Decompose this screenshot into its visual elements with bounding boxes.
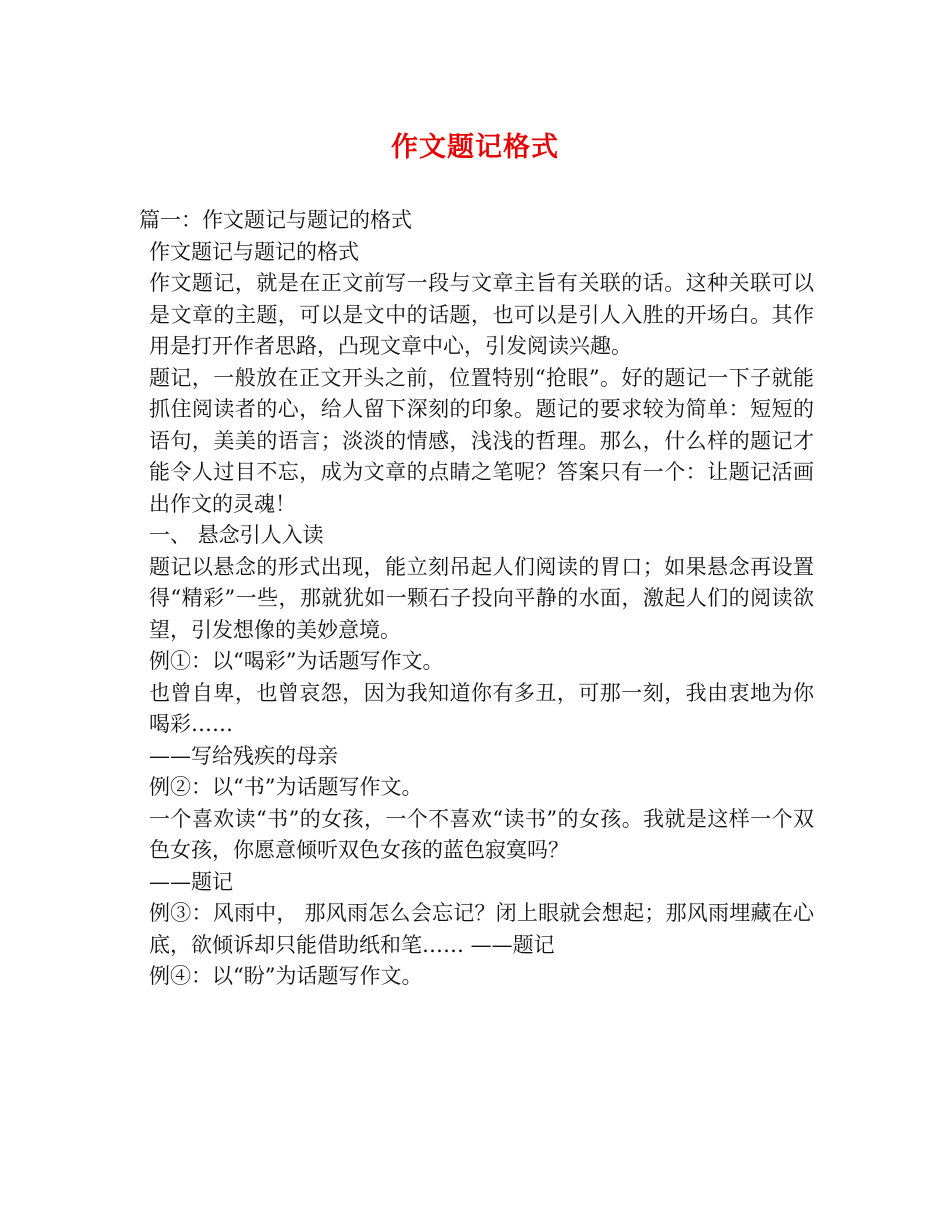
example-1-heading: 例①：以“喝彩”为话题写作文。 bbox=[149, 649, 444, 673]
document-body bbox=[139, 205, 814, 993]
example-4-heading: 例④：以“盼”为话题写作文。 bbox=[149, 964, 423, 988]
section-heading: 篇一：作文题记与题记的格式 bbox=[139, 208, 412, 232]
example-2-heading: 例②：以“书”为话题写作文。 bbox=[149, 775, 423, 799]
example-1-attribution: ——写给残疾的母亲 bbox=[149, 743, 338, 768]
example-2-text: 一个喜欢读“书”的女孩，一个不喜欢“读书”的女孩。我就是这样一个双色女孩，你愿意倾听双色女孩的蓝色寂寞吗？ bbox=[149, 806, 814, 862]
paragraph-suspense: 题记以悬念的形式出现，能立刻吊起人们阅读的胃口；如果悬念再设置得“精彩”一些，那就犹如一颗石子投向平静的水面，激起人们的阅读欲望，引发想像的美妙意境。 bbox=[149, 554, 814, 642]
example-1-text: 也曾自卑，也曾哀怨，因为我知道你有多丑，可那一刻，我由衷地为你喝彩…… bbox=[149, 680, 814, 736]
method-heading: 一、 悬念引人入读 bbox=[149, 523, 324, 547]
subheading: 作文题记与题记的格式 bbox=[149, 239, 359, 264]
document-title: 作文题记格式 bbox=[391, 132, 559, 163]
paragraph-definition: 作文题记，就是在正文前写一段与文章主旨有关联的话。这种关联可以是文章的主题，可以是文中的话题，也可以是引人入胜的开场白。其作用是打开作者思路，凸现文章中心，引发阅读兴趣。 bbox=[149, 271, 814, 358]
example-2-attribution: ——题记 bbox=[149, 869, 233, 894]
example-3-text: 例③：风雨中， 那风雨怎么会忘记？闭上眼就会想起；那风雨埋藏在心底，欲倾诉却只能借助纸和笔…… ——题记 bbox=[149, 901, 814, 957]
paragraph-position: 题记，一般放在正文开头之前，位置特别“抢眼”。好的题记一下子就能抓住阅读者的心，给人留下深刻的印象。题记的要求较为简单：短短的语句，美美的语言；淡淡的情感，浅浅的哲理。那么，什么样的题记才能令人过目不忘，成为文章的点睛之笔呢？答案只有一个：让题记活画出作文的灵魂！ bbox=[149, 365, 814, 516]
